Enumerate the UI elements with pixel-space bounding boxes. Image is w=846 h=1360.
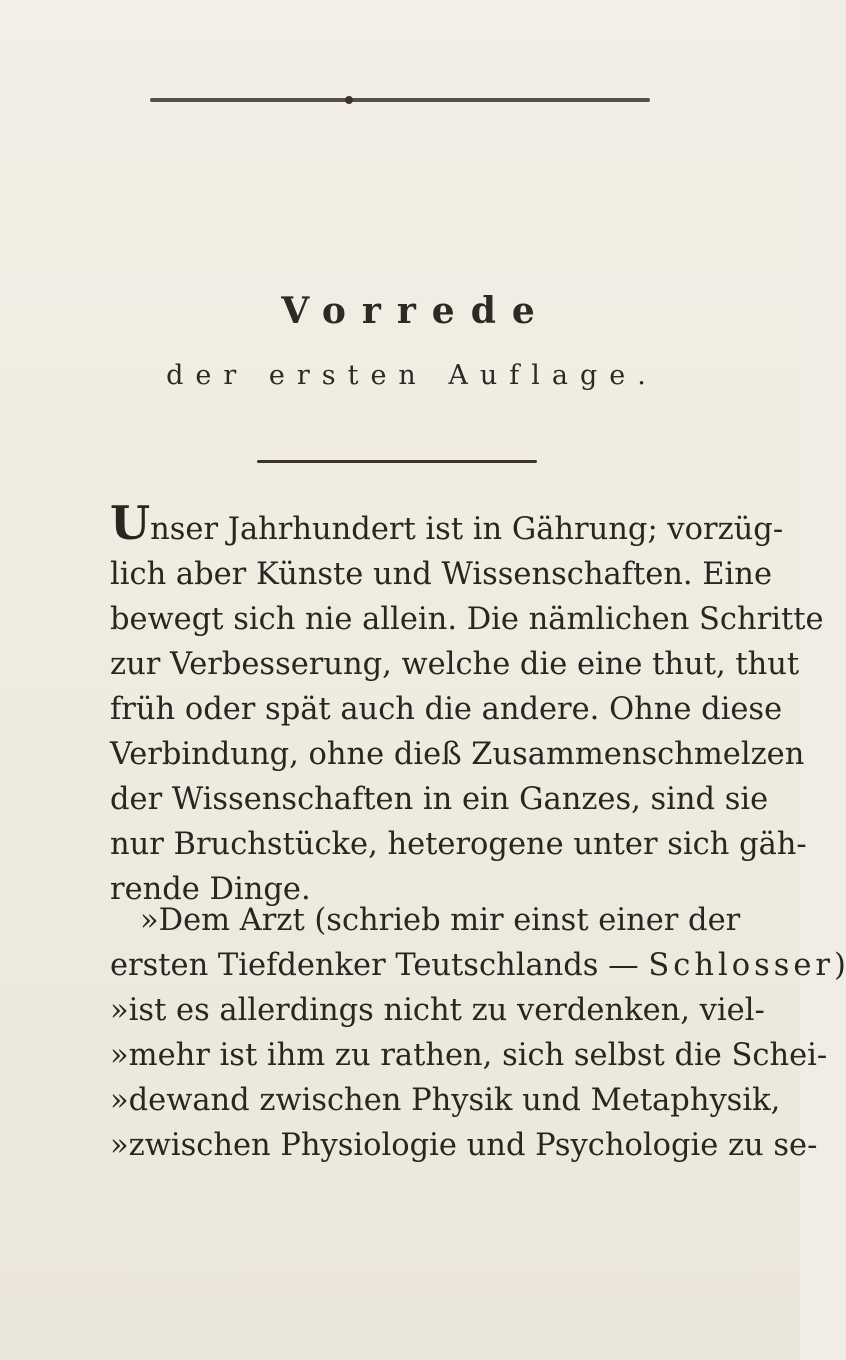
paragraph-line: lich aber Künste und Wissenschaften. Eine bbox=[110, 557, 772, 592]
paragraph-line: der Wissenschaften in ein Ganzes, sind sie bbox=[110, 782, 769, 817]
paragraph-2 bbox=[110, 898, 846, 1168]
paragraph-line: »dewand zwischen Physik und Metaphysik, bbox=[110, 1083, 781, 1118]
paragraph-line: »zwischen Physiologie und Psychologie zu se- bbox=[110, 1128, 818, 1163]
paragraph-line: »ist es allerdings nicht zu verdenken, viel- bbox=[110, 993, 765, 1028]
paragraph-line: rende Dinge. bbox=[110, 872, 311, 907]
paragraph-line: zur Verbesserung, welche die eine thut, thut bbox=[110, 647, 800, 682]
page-subtitle: der ersten Auflage. bbox=[166, 360, 658, 391]
paragraph-line: »mehr ist ihm zu rathen, sich selbst die Schei- bbox=[110, 1038, 828, 1073]
page-title: Vorrede bbox=[281, 290, 551, 332]
top-rule-dot bbox=[345, 96, 353, 104]
paragraph-line: nur Bruchstücke, heterogene unter sich gäh- bbox=[110, 827, 807, 862]
paragraph-line: Unser Jahrhundert ist in Gährung; vorzüg- bbox=[110, 496, 784, 550]
paragraph-line: Verbindung, ohne dieß Zusammenschmelzen bbox=[110, 737, 805, 772]
author-name: Schlosser bbox=[648, 948, 835, 983]
divider-rule bbox=[257, 460, 537, 463]
paragraph-line: »Dem Arzt (schrieb mir einst einer der bbox=[140, 903, 741, 938]
paragraph-1 bbox=[110, 496, 824, 912]
drop-cap: U bbox=[110, 496, 151, 550]
paragraph-line: früh oder spät auch die andere. Ohne diese bbox=[110, 692, 783, 727]
paragraph-line: bewegt sich nie allein. Die nämlichen Schritte bbox=[110, 602, 824, 637]
top-ornamental-rule bbox=[150, 98, 650, 102]
paragraph-line: ersten Tiefdenker Teutschlands — Schlosser) bbox=[110, 948, 846, 983]
